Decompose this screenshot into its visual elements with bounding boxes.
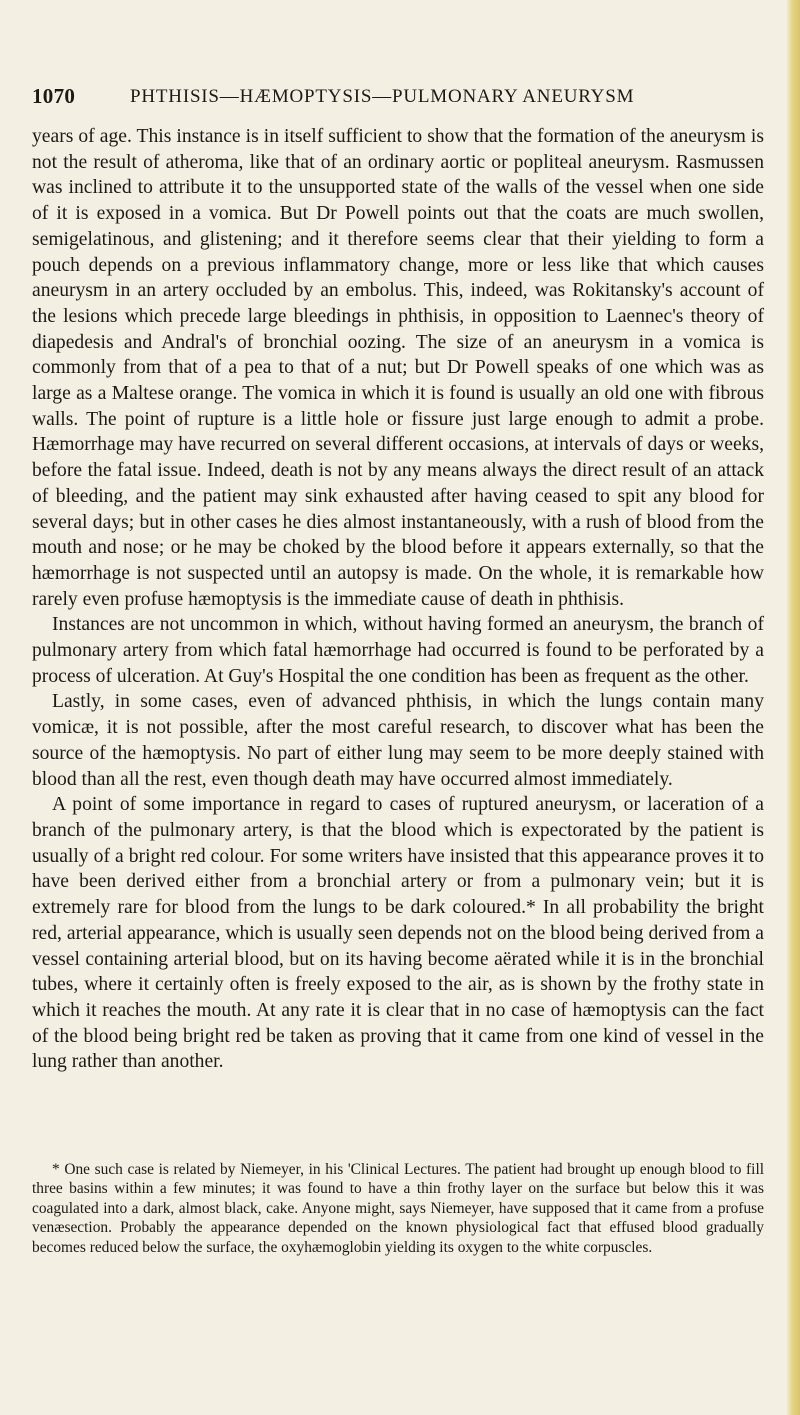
paragraph: Lastly, in some cases, even of advanced phthisis, in which the lungs contain many vomicæ, it is not possible, after the most careful research, to discover what has been the source of the hæmoptysis. No part of either lung may seem to be more deeply stained with blood than all the rest, even though death may have occurred almost immediately. <box>32 691 764 790</box>
paragraph: years of age. This instance is in itself sufficient to show that the formation of the aneurysm is not the result of atheroma, like that of an ordinary aortic or popliteal aneurysm. Rasmussen was inclined to attribute it to the unsupported state of the walls of the vessel when one side of it is exposed in a vomica. But Dr Powell points out that the coats are much swollen, semigelatinous, and glistening; and it therefore seems clear that their yielding to form a pouch depends on a previous inflammatory change, more or less like that which causes aneurysm in an artery occluded by an embolus. This, indeed, was Rokitansky's account of the lesions which precede large bleedings in phthisis, in opposition to Laennec's theory of diapedesis and Andral's of bronchial oozing. The size of an aneurysm in a vomica is commonly from that of a pea to that of a nut; but Dr Powell speaks of one which was as large as a Maltese orange. The vomica in which it is found is usually an old one with fibrous walls. The point of rupture is a little hole or fissure just large enough to admit a probe. Hæmorrhage may have recurred on several different occasions, at intervals of days or weeks, before the fatal issue. Indeed, death is not by any means always the direct result of an attack of bleeding, and the patient may sink exhausted after having ceased to spit any blood for several days; but in other cases he dies almost instantaneously, with a rush of blood from the mouth and nose; or he may be choked by the blood before it appears externally, so that the hæmorrhage is not suspected until an autopsy is made. On the whole, it is remarkable how rarely even profuse hæmoptysis is the immediate cause of death in phthisis. <box>32 126 764 610</box>
paragraph: A point of some importance in regard to cases of ruptured aneurysm, or laceration of a branch of the pulmonary artery, is that the blood which is expectorated by the patient is usually of a bright red colour. For some writers have insisted that this appearance proves it to have been derived either from a bronchial artery or from a pulmonary vein; but it is extremely rare for blood from the lungs to be dark coloured.* In all probability the bright red, arterial appearance, which is usually seen depends not on the blood being derived from a vessel containing arterial blood, but on its having become aërated while it is in the bronchial tubes, where it certainly often is freely exposed to the air, as is shown by the frothy state in which it reaches the mouth. At any rate it is clear that in no case of hæmoptysis can the fact of the blood being bright red be taken as proving that it came from one kind of vessel in the lung rather than another. <box>32 794 764 1073</box>
footnote: * One such case is related by Niemeyer, in his 'Clinical Lectures. The patient had brought up enough blood to fill three basins within a few minutes; it was found to have a thin frothy layer on the surface but below this it was coagulated into a dark, almost black, cake. Anyone might, says Niemeyer, have supposed that it came from a profuse venæsection. Probably the appearance depended on the known physiological fact that effused blood gradually becomes reduced below the surface, the oxyhæmoglobin yielding its oxygen to the white corpuscles. <box>32 1161 764 1256</box>
paragraph: Instances are not uncommon in which, without having formed an aneurysm, the branch of pulmonary artery from which fatal hæmorrhage had occurred is found to be perforated by a process of ulceration. At Guy's Hospital the one condition has been as frequent as the other. <box>32 614 764 687</box>
running-head: PHTHISIS—HÆMOPTYSIS—PULMONARY ANEURYSM <box>130 86 635 107</box>
page-header <box>32 84 762 112</box>
body-text <box>32 124 764 1075</box>
page-edge <box>786 0 800 1415</box>
page-number: 1070 <box>32 84 76 108</box>
